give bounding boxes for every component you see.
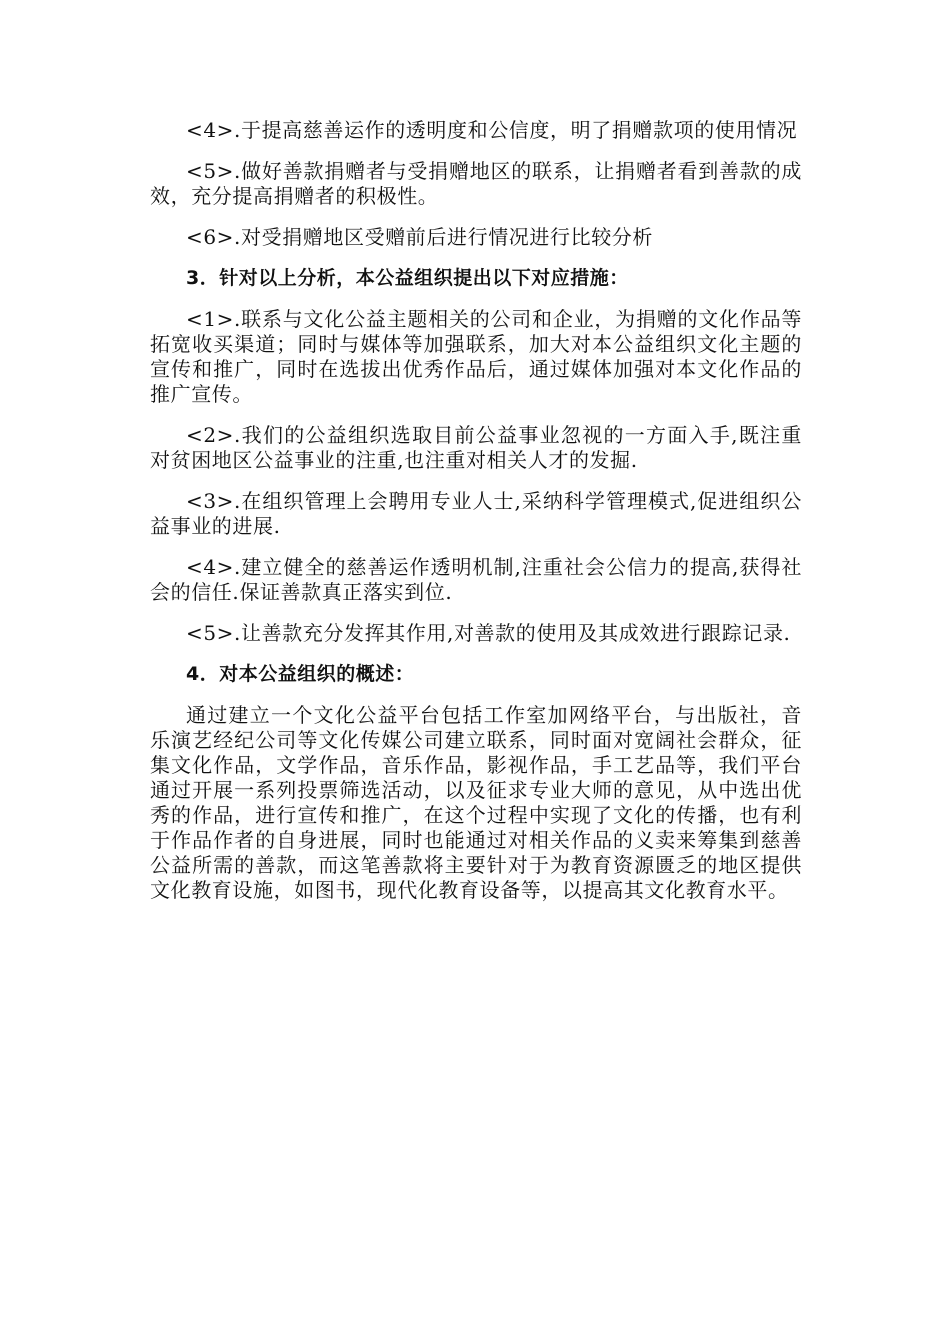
paragraph-item-5-donor-contact: <5>.做好善款捐赠者与受捐赠地区的联系，让捐赠者看到善款的成效，充分提高捐赠者的积极性。	[150, 159, 802, 208]
paragraph-overview: 通过建立一个文化公益平台包括工作室加网络平台，与出版社，音乐演艺经纪公司等文化传媒公司建立联系，同时面对宽阔社会群众，征集文化作品，文学作品，音乐作品，影视作品，手工艺品等，我们平台通过开展一系列投票筛选活动，以及征求专业大师的意见，从中选出优秀的作品，进行宣传和推广，在这个过程中实现了文化的传播，也有利于作品作者的自身进展，同时也能通过对相关作品的义卖来筹集到慈善公益所需的善款，而这笔善款将主要针对于为教育资源匮乏的地区提供文化教育设施，如图书，现代化教育设备等，以提高其文化教育水平。	[150, 703, 802, 902]
paragraph-item-6-comparison: <6>.对受捐赠地区受赠前后进行情况进行比较分析	[186, 225, 653, 249]
paragraph-measure-1: <1>.联系与文化公益主题相关的公司和企业，为捐赠的文化作品等拓宽收买渠道；同时与媒体等加强联系，加大对本公益组织文化主题的宣传和推广，同时在选拔出优秀作品后，通过媒体加强对本文化作品的推广宣传。	[150, 307, 802, 406]
section-heading-4-overview: 4．对本公益组织的概述：	[186, 663, 415, 685]
section-heading-3-measures: 3．针对以上分析，本公益组织提出以下对应措施：	[186, 267, 629, 289]
paragraph-measure-4: <4>.建立健全的慈善运作透明机制,注重社会公信力的提高,获得社会的信任.保证善款真正落实到位.	[150, 555, 802, 604]
paragraph-measure-5: <5>.让善款充分发挥其作用,对善款的使用及其成效进行跟踪记录.	[186, 621, 791, 645]
paragraph-measure-2: <2>.我们的公益组织选取目前公益事业忽视的一方面入手,既注重对贫困地区公益事业的注重,也注重对相关人才的发掘.	[150, 423, 802, 472]
paragraph-measure-3: <3>.在组织管理上会聘用专业人士,采纳科学管理模式,促进组织公益事业的进展.	[150, 489, 802, 538]
document-page	[150, 118, 802, 919]
paragraph-item-4-transparency: <4>.于提高慈善运作的透明度和公信度，明了捐赠款项的使用情况	[186, 118, 798, 142]
